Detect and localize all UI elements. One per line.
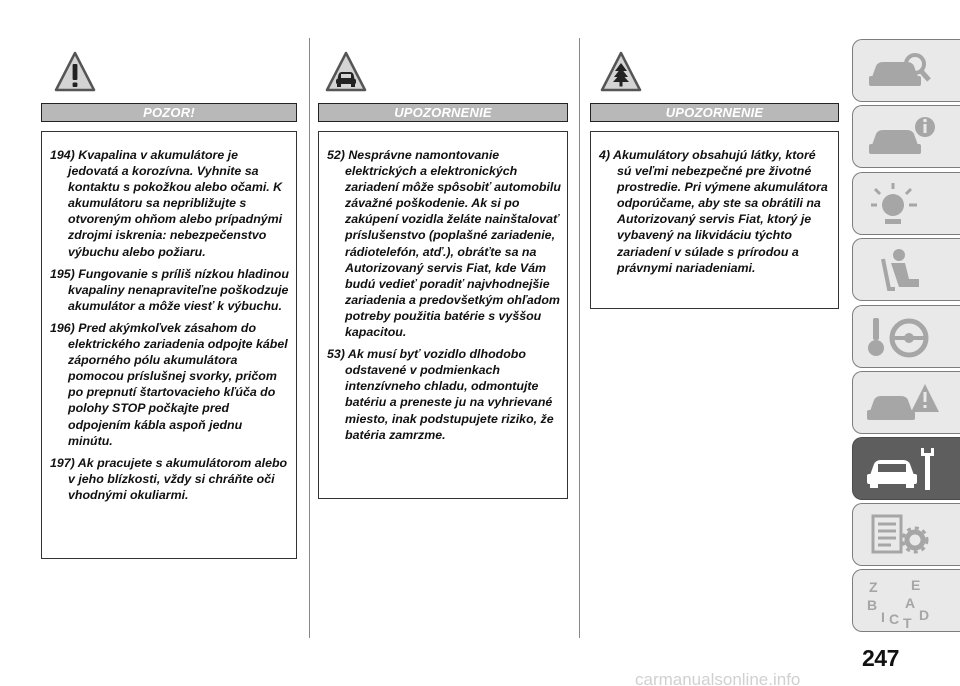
svg-text:D: D (919, 607, 930, 623)
tab-dashboard-knowledge[interactable] (852, 39, 960, 102)
list-item: 194) Kvapalina v akumulátore je jedovatá a korozívna. Vyhnite sa kontaktu s pokožkou alebo očami. K akumulátoru sa nepribližujte s otvoreným ohňom alebo prípadnými zdrojmi iskrenia: nebezpečenstvo výbuchu alebo požiaru. (50, 148, 283, 259)
list-item: 195) Fungovanie s príliš nízkou hladinou kvapaliny nenapraviteľne poškodzuje akumulátor a môže viesť k výbuchu. (50, 266, 289, 313)
document-gear-icon (863, 510, 943, 560)
column-divider (579, 38, 580, 638)
car-info-icon (863, 112, 943, 162)
tab-maintenance-care[interactable] (852, 437, 960, 500)
upozornenie-header-2: UPOZORNENIE (590, 103, 839, 122)
list-item: 196) Pred akýmkoľvek zásahom do elektrického zariadenia odpojte kábel záporného pólu akumulátora pomocou príslušnej svorky, pričom po prepnutí štartovacieho kľúča do polohy STOP počkajte pred odpojením kábla aspoň jednu minútu. (50, 320, 288, 448)
lamp-icon (863, 179, 943, 229)
list-item: 53) Ak musí byť vozidlo dlhodobo odstavené v podmienkach intenzívneho chladu, odmontujte batériu a preneste ju na vyhrievané miesto, inak podstupujete riziko, že batéria zamrzme. (327, 347, 554, 442)
svg-text:B: B (867, 597, 878, 613)
svg-text:T: T (903, 615, 912, 630)
pozor-header: POZOR! (41, 103, 297, 122)
list-item: 4) Akumulátory obsahujú látky, ktoré sú veľmi nebezpečné pre životné prostredie. Pri výmene akumulátora odporúčame, aby ste sa obrátili na Autorizovaný servis Fiat, ktorý je vybavený na likvidáciu týchto zariadení v súlade s prírodou a právnymi nariadeniami. (599, 148, 828, 275)
steering-wheel-key-icon (863, 312, 943, 362)
car-search-icon (863, 46, 943, 96)
tab-starting-driving[interactable] (852, 305, 960, 368)
upozornenie-box-2 (590, 131, 839, 309)
car-wrench-icon (863, 444, 943, 494)
list-item: 197) Ak pracujete s akumulátorom alebo v jeho blízkosti, vždy si chráňte oči vhodnými okuliarmi. (50, 455, 288, 502)
exclamation-warning-icon (53, 50, 97, 94)
tab-emergency[interactable] (852, 371, 960, 434)
svg-text:E: E (911, 577, 921, 593)
tab-safety-info[interactable] (852, 105, 960, 168)
tree-environment-warning-icon (599, 50, 643, 94)
seat-person-icon (863, 245, 943, 295)
car-emergency-icon (863, 378, 943, 428)
tab-index[interactable] (852, 569, 960, 632)
car-warning-icon (324, 50, 368, 94)
tab-technical-data[interactable] (852, 503, 960, 566)
list-item: 52) Nesprávne namontovanie elektrických a elektronických zariadení môže spôsobiť automobilu závažné poškodenie. Ak si po zakúpení vozidla želáte nainštalovať príslušenstvo (poplašné zariadenie, rádiotelefón, atď.), obráťte sa na Autorizovaný servis Fiat, kde Vám budú vedieť poradiť najvhodnejšie zariadenia a predovšetkým ohľadom potreby použitia batérie s vyššou kapacitou. (327, 148, 561, 340)
svg-text:I: I (881, 609, 885, 625)
tab-seat-safety[interactable] (852, 238, 960, 301)
svg-text:A: A (905, 595, 916, 611)
watermark: carmanualsonline.info (635, 670, 801, 686)
tab-lights[interactable] (852, 172, 960, 235)
upozornenie-box-1 (318, 131, 568, 499)
column-divider (309, 38, 310, 638)
upozornenie-header-1: UPOZORNENIE (318, 103, 568, 122)
page-number: 247 (862, 645, 899, 671)
pozor-box (41, 131, 297, 559)
alphabet-index-icon (863, 576, 943, 630)
svg-text:Z: Z (869, 579, 878, 595)
svg-text:C: C (889, 611, 900, 627)
